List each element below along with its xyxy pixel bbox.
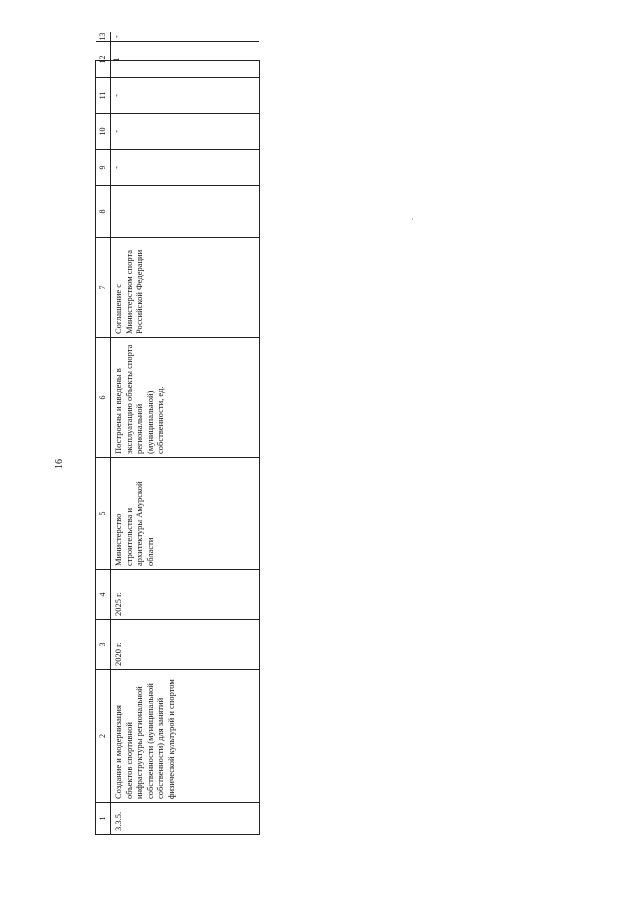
table-column-3	[96, 619, 259, 669]
column-number: 7	[96, 238, 111, 337]
column-number: 8	[96, 186, 111, 237]
column-number: 10	[96, 114, 111, 149]
column-number: 5	[96, 458, 111, 569]
cell-value: -	[111, 166, 121, 169]
end-year: 2025 г.	[113, 592, 123, 616]
column-number: 6	[96, 338, 111, 457]
table-column-5	[96, 457, 259, 569]
table-column-1	[96, 802, 259, 834]
column-number: 9	[96, 150, 111, 185]
table-column-13	[96, 32, 259, 41]
cell-value	[111, 186, 115, 237]
cell-value: -	[111, 130, 121, 133]
column-number: 12	[96, 42, 111, 77]
start-year: 2020 г.	[113, 642, 123, 666]
cell-value: 1	[111, 57, 121, 62]
table-column-9	[96, 149, 259, 185]
item-number: 3.3.5.	[113, 811, 123, 831]
column-number: 11	[96, 78, 111, 113]
cell-value: -	[111, 94, 121, 97]
expected-result: Построены и введены в эксплуатацию объекты спорта региональной (муниципальной) собственности, ед.	[113, 344, 165, 454]
column-number: 1	[96, 803, 111, 834]
plan-table	[95, 32, 260, 835]
rotated-table-area	[95, 32, 260, 835]
activity-name: Создание и модернизация объектов спортивной инфраструктуры региональной собственности (муниципальной собственности) для занятий физической культурой и спортом	[113, 679, 176, 799]
cell-value: -	[111, 35, 121, 38]
table-column-7	[96, 237, 259, 337]
column-number: 13	[96, 32, 111, 41]
column-number: 4	[96, 570, 111, 619]
table-column-2	[96, 669, 259, 802]
responsible-executor: Министерство строительства и архитектуры Амурской области	[113, 481, 155, 566]
table-column-12	[96, 41, 259, 77]
scan-speck	[412, 218, 413, 220]
table-column-6	[96, 337, 259, 457]
agreement-basis: Соглашение с Министерством спорта Российской Федерации	[113, 249, 144, 334]
table-column-10	[96, 113, 259, 149]
table-column-11	[96, 77, 259, 113]
column-number: 3	[96, 620, 111, 669]
table-column-8	[96, 185, 259, 237]
column-number: 2	[96, 670, 111, 802]
page-number: 16	[54, 459, 65, 469]
table-column-4	[96, 569, 259, 619]
